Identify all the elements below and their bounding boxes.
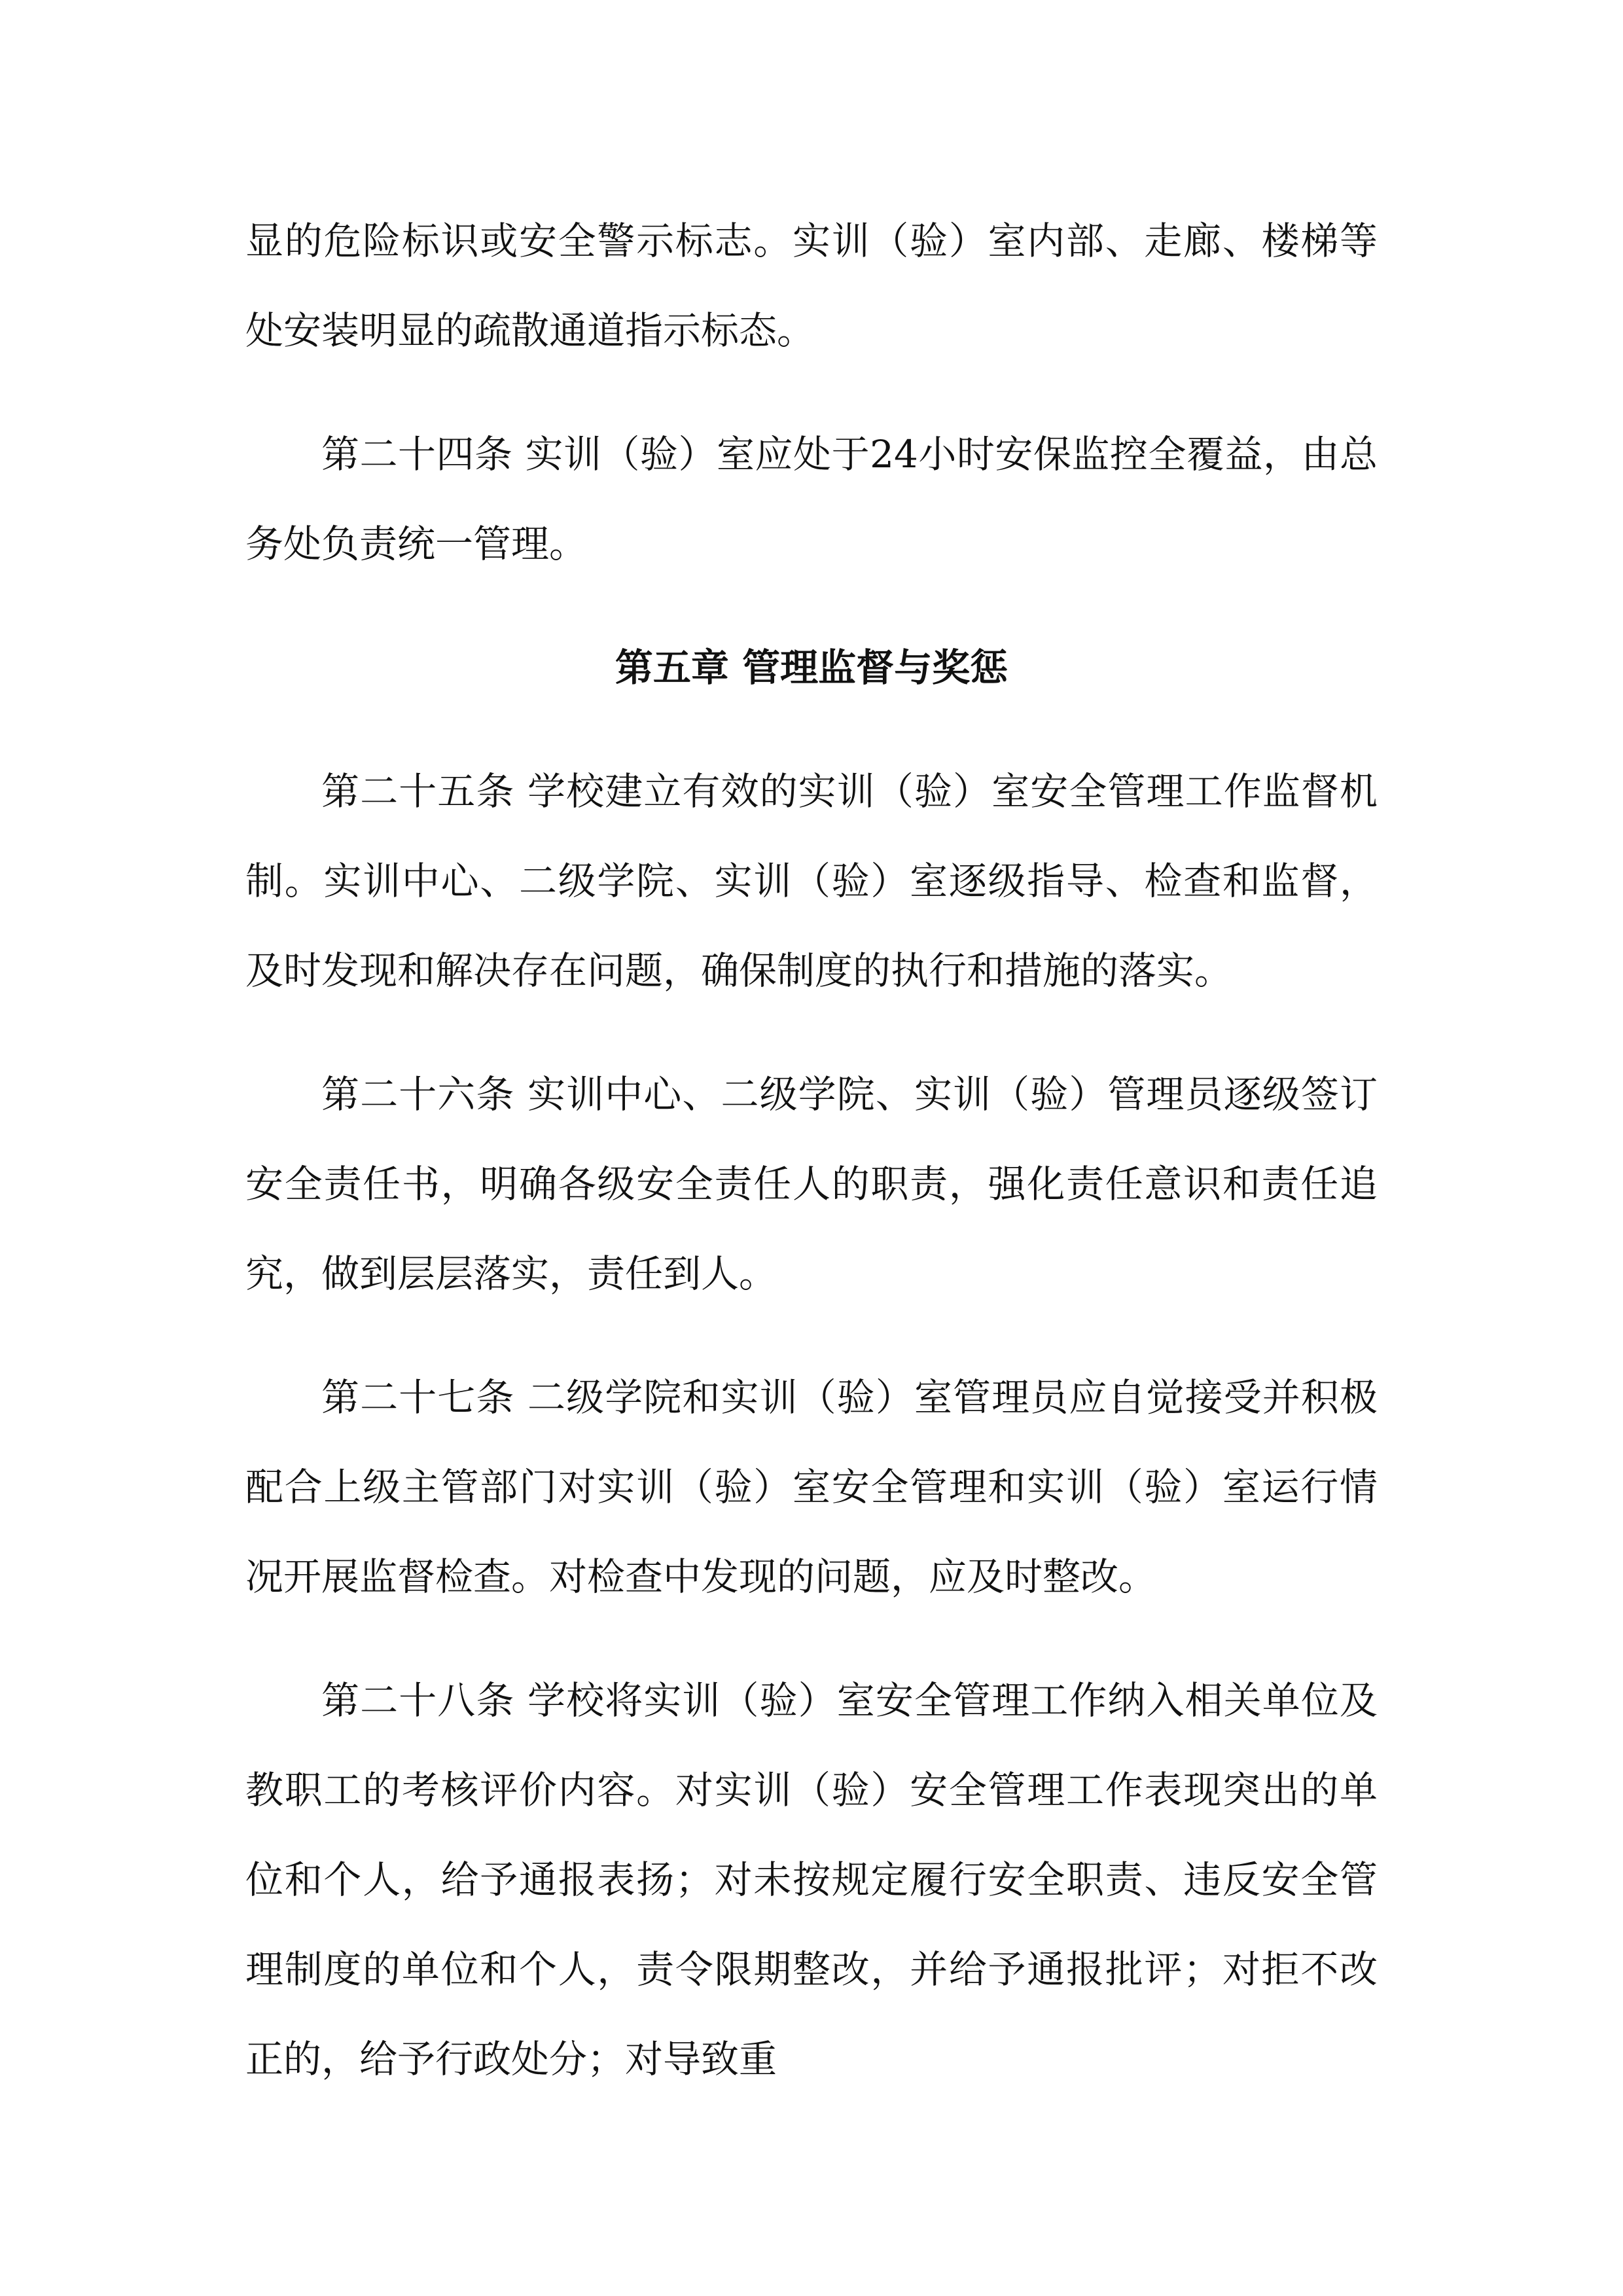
paragraph-article-24: 第二十四条 实训（验）室应处于24小时安保监控全覆益，由总务处负责统一管理。 xyxy=(245,432,1378,566)
paragraph-article-25: 第二十五条 学校建立有效的实训（验）室安全管理工作监督机制。实训中心、二级学院、实训（验）室逐级指导、检查和监督，及时发现和解决存在问题，确保制度的执行和措施的落实。 xyxy=(245,769,1378,993)
paragraph-continuation: 显的危险标识或安全警示标志。实训（验）室内部、走廊、楼梯等处安装明显的疏散通道指示标态。 xyxy=(245,219,1378,353)
chapter-heading: 第五章 管理监督与奖惩 xyxy=(615,645,1008,690)
document-page xyxy=(245,196,1378,2138)
paragraph-article-27: 第二十七条 二级学院和实训（验）室管理员应自觉接受并积极配合上级主管部门对实训（验）室安全管理和实训（验）室运行情况开展监督检查。对检查中发现的问题，应及时整改。 xyxy=(245,1375,1378,1599)
paragraph-article-28: 第二十八条 学校将实训（验）室安全管理工作纳入相关单位及教职工的考核评价内容。对实训（验）安全管理工作表现突出的单位和个人，给予通报表扬；对未按规定履行安全职责、违反安全管理制度的单位和个人，责令限期整改，并给予通报批评；对拒不改正的，给予行政处分；对导致重 xyxy=(245,1678,1378,2081)
paragraph-article-26: 第二十六条 实训中心、二级学院、实训（验）管理员逐级签订安全责任书，明确各级安全责任人的职责，强化责任意识和责任追究，做到层层落实，责任到人。 xyxy=(245,1072,1378,1296)
